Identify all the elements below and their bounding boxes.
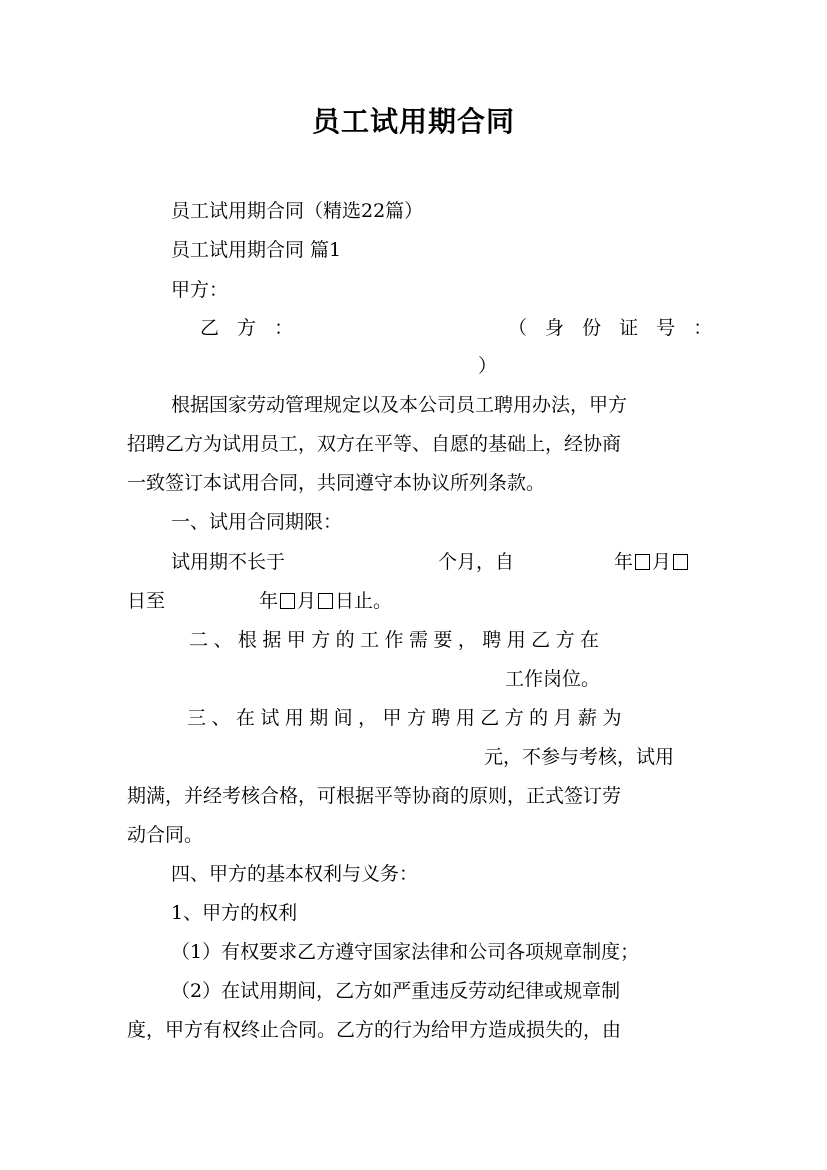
blank-box	[318, 593, 333, 609]
section-4-item-2-line-1: （2）在试用期间，乙方如严重违反劳动纪律或规章制	[171, 980, 621, 1002]
day-end-label: 日止。	[335, 590, 393, 612]
section-3-line-2: 元，不参与考核，试用	[484, 746, 675, 768]
party-a-label: 甲方：	[171, 279, 229, 301]
section-3-line-4: 动合同。	[127, 824, 204, 846]
section-1-heading: 一、试用合同期限：	[171, 511, 343, 533]
start-date-field	[614, 550, 690, 574]
section-4-item-2-line-2: 度，甲方有权终止合同。乙方的行为给甲方造成损失的，由	[127, 1019, 622, 1041]
intro-line-2: 招聘乙方为试用员工，双方在平等、自愿的基础上，经协商	[127, 433, 622, 455]
section-2-line-1: 二 、 根 据 甲 方 的 工 作 需 要 ， 聘 用 乙 方 在	[189, 629, 599, 651]
party-b-label: 乙 方 ：	[200, 317, 300, 339]
party-b-id-label: （ 身 份 证 号 ：	[508, 317, 719, 339]
blank-box	[280, 593, 295, 609]
section-4-sub-1: 1、甲方的权利	[171, 902, 298, 924]
section-4-item-1: （1）有权要求乙方遵守国家法律和公司各项规章制度；	[171, 941, 640, 963]
section-2-line-2: 工作岗位。	[505, 668, 601, 690]
year-label: 年	[259, 590, 279, 612]
subtitle-line: 员工试用期合同（精选22篇）	[171, 200, 424, 222]
party-b-id-close: ）	[478, 355, 498, 377]
end-date-field	[259, 589, 392, 613]
blank-box	[635, 554, 650, 570]
section-3-line-3: 期满，并经考核合格，可根据平等协商的原则，正式签订劳	[127, 785, 622, 807]
intro-line-3: 一致签订本试用合同，共同遵守本协议所列条款。	[127, 472, 546, 494]
month-label: 月	[297, 590, 317, 612]
section-4-heading: 四、甲方的基本权利与义务：	[171, 863, 419, 885]
month-label: 月	[652, 551, 672, 573]
day-to-text: 日至	[127, 590, 166, 612]
section-3-line-1: 三 、 在 试 用 期 间 ， 甲 方 聘 用 乙 方 的 月 薪 为	[187, 707, 622, 729]
document-title: 员工试用期合同	[311, 105, 515, 138]
months-from-text: 个月，自	[438, 551, 515, 573]
blank-box	[673, 554, 688, 570]
trial-period-text: 试用期不长于	[171, 551, 286, 573]
chapter-heading: 员工试用期合同 篇1	[171, 239, 342, 261]
year-label: 年	[614, 551, 634, 573]
intro-line-1: 根据国家劳动管理规定以及本公司员工聘用办法，甲方	[171, 394, 628, 416]
